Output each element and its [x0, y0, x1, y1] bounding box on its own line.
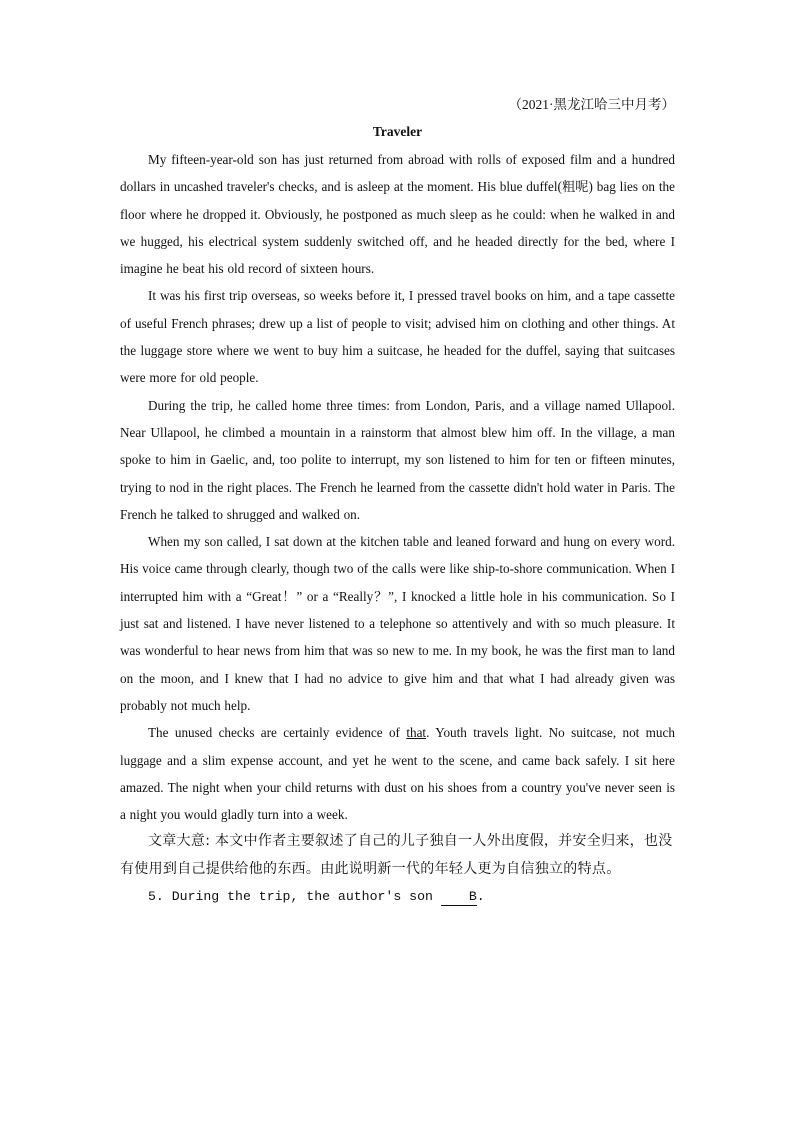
question-5 — [120, 883, 675, 910]
chinese-summary: 文章大意: 本文中作者主要叙述了自己的儿子独自一人外出度假，并安全归来，也没有使用到自己提供给他的东西。由此说明新一代的年轻人更为自信独立的特点。 — [120, 833, 673, 877]
paragraph-4: When my son called, I sat down at the kitchen table and leaned forward and hung on every word. His voice came through clearly, though two of the calls were like ship-to-shore communication. When I interrupted him with a “Great！” or a “Really？”, I knocked a little hole in his communication. So I just sat and listened. I have never listened to a telephone so attentively and with so much pleasure. It was wonderful to hear news from him that was so new to me. In my book, he was the first man to land on the moon, and I knew that I had no advice to give him and that what I had already given was probably not much help. — [120, 534, 675, 713]
paragraph-3: During the trip, he called home three times: from London, Paris, and a village named Ullapool. Near Ullapool, he climbed a mountain in a rainstorm that almost blew him off. In the village, a man spoke to him in Gaelic, and, too polite to interrupt, my son listened to him for ten or fifteen minutes, trying to nod in the right places. The French he learned from the cassette didn't hold water in Paris. The French he talked to shrugged and walked on. — [120, 397, 675, 522]
paragraph-5 — [120, 719, 675, 828]
paragraph-2: It was his first trip overseas, so weeks before it, I pressed travel books on him, and a tape cassette of useful French phrases; drew up a list of people to visit; advised him on clothing and other things. At the luggage store where we went to buy him a suitcase, he headed for the duffel, saying that suitcases were more for old people. — [120, 288, 675, 386]
passage-title: Traveler — [372, 124, 423, 139]
paragraph-5-end: . Youth travels light. No suitcase, not much luggage and a slim expense account, and yet he went to the scene, and came back safely. I sit here amazed. The night when your child returns with dust on his shoes from a country you've never seen is a night you would gladly turn into a week. — [120, 725, 675, 823]
source-note: （2021·黑龙江哈三中月考） — [508, 97, 675, 112]
question-text: 5. During the trip, the author's son — [148, 889, 441, 905]
paragraph-1: My fifteen-year-old son has just returned from abroad with rolls of exposed film and a hundred dollars in uncashed traveler's checks, and is asleep at the moment. His blue duffel(粗呢) bag lies on the floor where he dropped it. Obviously, he postponed as much sleep as he could: when he walked in and we hugged, his electrical system suddenly switched off, and he headed directly for the bed, where I imagine he beat his old record of sixteen hours. — [120, 152, 675, 277]
document-page — [120, 92, 675, 910]
answer-blank: B — [441, 889, 477, 906]
question-end: . — [476, 889, 485, 905]
underlined-word: that — [406, 725, 427, 741]
paragraph-5-start: The unused checks are certainly evidence of — [148, 725, 407, 741]
